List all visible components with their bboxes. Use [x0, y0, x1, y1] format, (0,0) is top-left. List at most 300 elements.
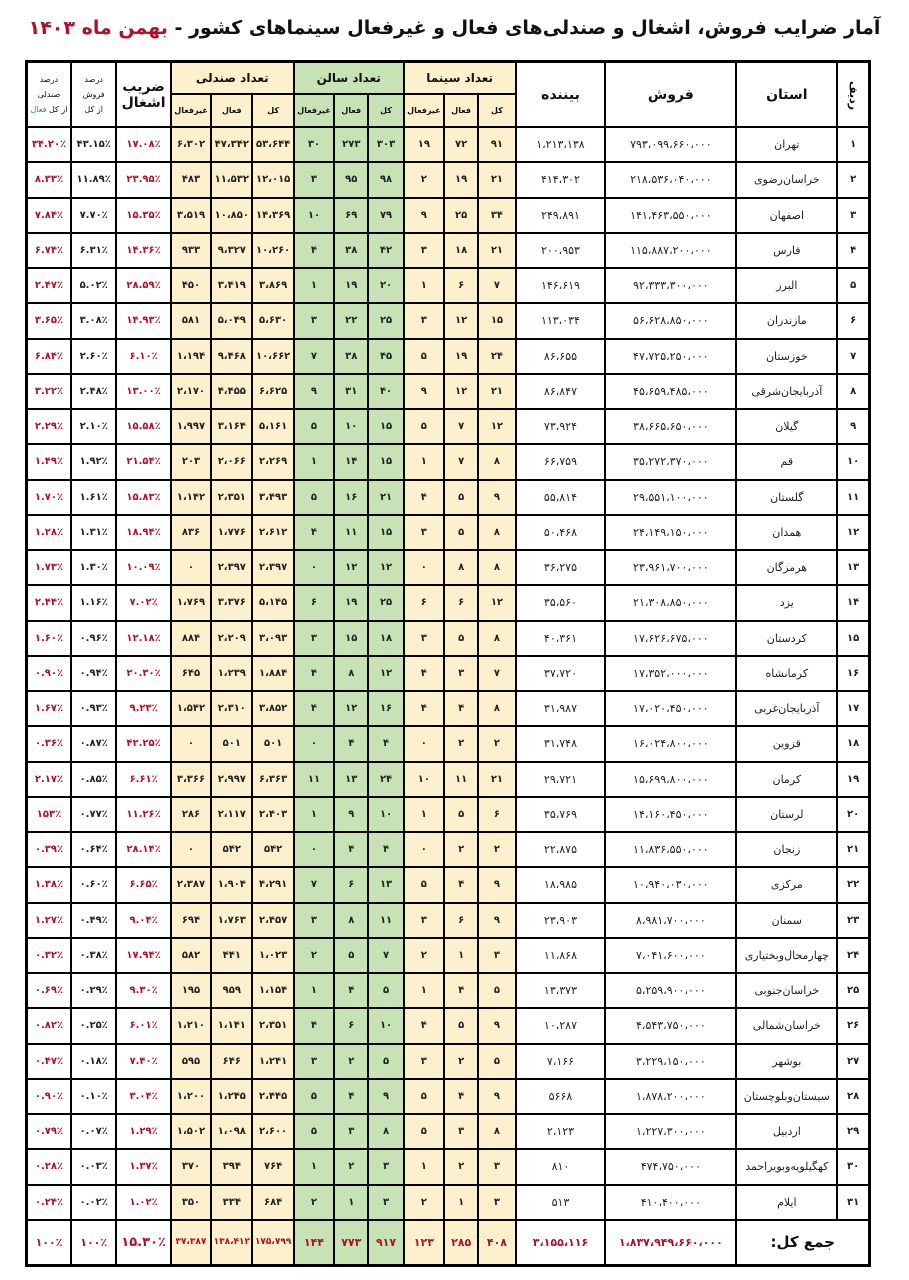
- cell-seats-active: ۱،۷۶۳: [211, 903, 252, 938]
- cell-halls-total: ۲۴: [368, 762, 403, 797]
- cell-viewers: ۱۱۳،۰۳۴: [516, 303, 606, 338]
- cell-province: فارس: [736, 233, 837, 268]
- cell-seats-active: ۳،۳۷۶: [211, 585, 252, 620]
- table-row: [27, 938, 870, 973]
- cell-cinemas-total: ۵: [478, 973, 515, 1008]
- cell-halls-active: ۵: [334, 938, 368, 973]
- cell-viewers: ۱۸،۹۸۵: [516, 867, 606, 902]
- cell-halls-active: ۱۱: [334, 515, 368, 550]
- table-row: [27, 903, 870, 938]
- cell-viewers: ۲۳،۹۰۳: [516, 903, 606, 938]
- cell-cinemas-total: ۸: [478, 691, 515, 726]
- cell-cinemas-inactive: ۵: [404, 409, 444, 444]
- header-occupancy-line1: ضریب: [122, 78, 165, 95]
- table-row: [27, 550, 870, 585]
- cell-halls-total: ۱۳: [368, 867, 403, 902]
- cell-seat-pct: ۱.۲۸٪: [27, 515, 71, 550]
- cell-halls-inactive: ۳: [294, 1044, 334, 1079]
- header-rank-label: ردیف: [846, 80, 860, 110]
- cell-cinemas-inactive: ۵: [404, 1079, 444, 1114]
- header-occupancy-line2: اشغال: [121, 94, 166, 111]
- table-row: [27, 867, 870, 902]
- cell-sales: ۱،۸۷۸،۲۰۰،۰۰۰: [605, 1079, 736, 1114]
- cell-cinemas-active: ۴: [444, 1079, 478, 1114]
- cell-sales-pct: ۰.۰۷٪: [71, 1114, 116, 1149]
- cell-halls-inactive: ۶: [294, 585, 334, 620]
- cell-occupancy: ۱.۳۷٪: [116, 1149, 170, 1184]
- cell-halls-active: ۱۶: [334, 480, 368, 515]
- cell-viewers: ۵۵،۸۱۴: [516, 480, 606, 515]
- cell-seats-inactive: ۵۹۵: [171, 1044, 211, 1079]
- cell-province: زنجان: [736, 832, 837, 867]
- cell-seats-active: ۲،۰۶۶: [211, 444, 252, 479]
- cell-province: آذربایجان‌غربی: [736, 691, 837, 726]
- table-body: [27, 127, 870, 1220]
- cell-cinemas-active: ۴: [444, 691, 478, 726]
- cell-seat-pct: ۲.۱۷٪: [27, 762, 71, 797]
- cell-seats-total: ۱،۲۴۱: [252, 1044, 293, 1079]
- cell-cinemas-total: ۲۱: [478, 762, 515, 797]
- table-row: [27, 127, 870, 162]
- cell-seats-inactive: ۹۳۳: [171, 233, 211, 268]
- cell-rank: ۶: [837, 303, 869, 338]
- cell-viewers: ۵۱۳: [516, 1185, 606, 1220]
- cell-cinemas-total: ۳: [478, 1185, 515, 1220]
- cell-halls-inactive: ۱: [294, 1149, 334, 1184]
- cell-halls-total: ۱۵: [368, 444, 403, 479]
- cell-cinemas-total: ۸: [478, 550, 515, 585]
- cell-halls-active: ۱۹: [334, 585, 368, 620]
- cell-occupancy: ۱.۰۲٪: [116, 1185, 170, 1220]
- cell-occupancy: ۲۰.۳۰٪: [116, 656, 170, 691]
- cell-sales-pct: ۰.۱۸٪: [71, 1044, 116, 1079]
- header-cinemas: تعداد سینما: [404, 62, 516, 95]
- cell-halls-active: ۳۸: [334, 339, 368, 374]
- cell-sales-pct: ۶.۳۱٪: [71, 233, 116, 268]
- cell-halls-total: ۵: [368, 1044, 403, 1079]
- cell-sales-pct: ۲.۴۸٪: [71, 374, 116, 409]
- cell-viewers: ۲۰۰،۹۵۳: [516, 233, 606, 268]
- cell-rank: ۲۹: [837, 1114, 869, 1149]
- cell-cinemas-active: ۱۹: [444, 339, 478, 374]
- cell-seats-inactive: ۸۸۴: [171, 621, 211, 656]
- cell-halls-active: ۲: [334, 1149, 368, 1184]
- cell-seats-total: ۶،۶۲۵: [252, 374, 293, 409]
- cell-sales: ۲۱۸،۵۳۶،۰۴۰،۰۰۰: [605, 162, 736, 197]
- cell-seats-active: ۹،۳۲۷: [211, 233, 252, 268]
- cell-sales-pct: ۰.۸۷٪: [71, 726, 116, 761]
- cell-cinemas-total: ۱۲: [478, 409, 515, 444]
- cell-seats-total: ۵۳،۶۴۴: [252, 127, 293, 162]
- header-seat-pct-active: فعال: [30, 105, 47, 114]
- header-seat-pct: [27, 62, 71, 128]
- cell-seats-inactive: ۵۸۱: [171, 303, 211, 338]
- cell-cinemas-inactive: ۲: [404, 1185, 444, 1220]
- cell-seats-inactive: ۳۷۰: [171, 1149, 211, 1184]
- cell-rank: ۵: [837, 268, 869, 303]
- cell-halls-total: ۱۶: [368, 691, 403, 726]
- cell-sales-pct: ۲.۶۰٪: [71, 339, 116, 374]
- cell-halls-inactive: ۳: [294, 303, 334, 338]
- cell-seats-inactive: ۸۳۶: [171, 515, 211, 550]
- cell-cinemas-active: ۲: [444, 1149, 478, 1184]
- cell-halls-inactive: ۰: [294, 832, 334, 867]
- header-seat-pct-line2: صندلی: [37, 90, 61, 99]
- table-row: [27, 339, 870, 374]
- cell-halls-total: ۴۰: [368, 374, 403, 409]
- header-seats-inactive: غیرفعال: [171, 94, 211, 127]
- cinema-stats-table: [25, 60, 871, 1267]
- table-row: [27, 303, 870, 338]
- cell-cinemas-total: ۷: [478, 656, 515, 691]
- totals-cinemas-total: ۴۰۸: [478, 1220, 515, 1266]
- cell-cinemas-active: ۱۸: [444, 233, 478, 268]
- cell-halls-active: ۸: [334, 903, 368, 938]
- cell-cinemas-active: ۱: [444, 1185, 478, 1220]
- cell-sales: ۹۲،۳۳۳،۳۰۰،۰۰۰: [605, 268, 736, 303]
- cell-seats-active: ۱۰،۸۵۰: [211, 198, 252, 233]
- cell-seats-inactive: ۶،۳۰۲: [171, 127, 211, 162]
- cell-halls-total: ۲۵: [368, 585, 403, 620]
- cell-viewers: ۱۳،۳۷۳: [516, 973, 606, 1008]
- cell-halls-total: ۹: [368, 1079, 403, 1114]
- cell-halls-inactive: ۹: [294, 374, 334, 409]
- cell-seats-inactive: ۳،۳۶۶: [171, 762, 211, 797]
- totals-halls-active: ۷۷۳: [334, 1220, 368, 1266]
- cell-seat-pct: ۰.۷۹٪: [27, 1114, 71, 1149]
- totals-seat-pct: ۱۰۰٪: [27, 1220, 71, 1266]
- cell-province: گلستان: [736, 480, 837, 515]
- cell-seats-active: ۲،۳۵۱: [211, 480, 252, 515]
- cell-province: خراسان‌جنوبی: [736, 973, 837, 1008]
- cell-cinemas-total: ۹: [478, 867, 515, 902]
- cell-halls-active: ۳: [334, 1114, 368, 1149]
- cell-seat-pct: ۰.۸۲٪: [27, 1008, 71, 1043]
- cell-cinemas-total: ۳۴: [478, 198, 515, 233]
- cell-seat-pct: ۰.۹۰٪: [27, 656, 71, 691]
- cell-rank: ۱۱: [837, 480, 869, 515]
- header-cinemas-active: فعال: [444, 94, 478, 127]
- cell-cinemas-active: ۷: [444, 444, 478, 479]
- cell-seats-total: ۳،۴۹۳: [252, 480, 293, 515]
- cell-occupancy: ۲۸.۵۹٪: [116, 268, 170, 303]
- cell-halls-total: ۱۵: [368, 515, 403, 550]
- cell-sales-pct: ۰.۱۰٪: [71, 1079, 116, 1114]
- cell-halls-total: ۴۵: [368, 339, 403, 374]
- table-row: [27, 797, 870, 832]
- cell-sales-pct: ۰.۶۰٪: [71, 867, 116, 902]
- cell-halls-inactive: ۲: [294, 938, 334, 973]
- cell-halls-inactive: ۴: [294, 691, 334, 726]
- cell-sales-pct: ۲.۱۰٪: [71, 409, 116, 444]
- cell-viewers: ۲۹،۷۲۱: [516, 762, 606, 797]
- cell-cinemas-inactive: ۲: [404, 938, 444, 973]
- cell-cinemas-active: ۶: [444, 268, 478, 303]
- table-row: [27, 162, 870, 197]
- header-sales: فروش: [605, 62, 736, 128]
- cell-cinemas-inactive: ۲: [404, 162, 444, 197]
- cell-sales-pct: ۰.۲۹٪: [71, 973, 116, 1008]
- cell-province: خراسان‌رضوی: [736, 162, 837, 197]
- cell-sales: ۴۱۰،۴۰۰،۰۰۰: [605, 1185, 736, 1220]
- totals-seats-active: ۱۳۸،۴۱۲: [211, 1220, 252, 1266]
- cell-halls-inactive: ۰: [294, 726, 334, 761]
- cell-halls-total: ۳: [368, 1185, 403, 1220]
- cell-seats-inactive: ۲۸۶: [171, 797, 211, 832]
- header-sales-pct-line3: از کل: [84, 105, 103, 114]
- totals-label: جمع کل:: [736, 1220, 869, 1266]
- cell-cinemas-active: ۵: [444, 480, 478, 515]
- cell-cinemas-active: ۱: [444, 938, 478, 973]
- cell-rank: ۱۷: [837, 691, 869, 726]
- table-row: [27, 409, 870, 444]
- cell-seat-pct: ۲.۴۴٪: [27, 585, 71, 620]
- cell-seats-total: ۲،۳۹۷: [252, 550, 293, 585]
- cell-viewers: ۸۱۰: [516, 1149, 606, 1184]
- cell-province: بوشهر: [736, 1044, 837, 1079]
- cell-seats-total: ۱۴،۳۶۹: [252, 198, 293, 233]
- cell-viewers: ۴۱۴،۳۰۲: [516, 162, 606, 197]
- totals-sales-pct: ۱۰۰٪: [71, 1220, 116, 1266]
- cell-cinemas-total: ۹: [478, 1079, 515, 1114]
- cell-halls-total: ۳۰۳: [368, 127, 403, 162]
- cell-seat-pct: ۱.۶۰٪: [27, 621, 71, 656]
- cell-viewers: ۲۲،۸۷۵: [516, 832, 606, 867]
- page-title: [0, 14, 909, 42]
- table-row: [27, 832, 870, 867]
- cell-cinemas-inactive: ۳: [404, 621, 444, 656]
- cell-seats-active: ۳،۱۶۴: [211, 409, 252, 444]
- totals-cinemas-active: ۲۸۵: [444, 1220, 478, 1266]
- cell-cinemas-inactive: ۳: [404, 903, 444, 938]
- cell-province: مازندران: [736, 303, 837, 338]
- cell-occupancy: ۱۵.۳۵٪: [116, 198, 170, 233]
- cell-seats-active: ۴۷،۳۴۲: [211, 127, 252, 162]
- cell-cinemas-inactive: ۵: [404, 339, 444, 374]
- cell-seats-active: ۹،۴۶۸: [211, 339, 252, 374]
- cell-halls-active: ۴: [334, 726, 368, 761]
- cell-rank: ۲۳: [837, 903, 869, 938]
- cell-seats-total: ۳،۰۹۳: [252, 621, 293, 656]
- cell-halls-inactive: ۱۰: [294, 198, 334, 233]
- cell-sales-pct: ۵.۰۲٪: [71, 268, 116, 303]
- cell-seats-active: ۲،۳۹۷: [211, 550, 252, 585]
- cell-cinemas-total: ۸: [478, 515, 515, 550]
- cell-rank: ۳۰: [837, 1149, 869, 1184]
- table-row: [27, 198, 870, 233]
- cell-cinemas-inactive: ۱: [404, 973, 444, 1008]
- cell-seats-inactive: ۶۴۵: [171, 656, 211, 691]
- cell-seats-active: ۵۴۲: [211, 832, 252, 867]
- table-row: [27, 726, 870, 761]
- cell-sales: ۳،۲۲۹،۱۵۰،۰۰۰: [605, 1044, 736, 1079]
- cell-halls-active: ۶۹: [334, 198, 368, 233]
- cell-province: البرز: [736, 268, 837, 303]
- cell-province: قم: [736, 444, 837, 479]
- cell-province: خوزستان: [736, 339, 837, 374]
- header-seats: تعداد صندلی: [171, 62, 294, 95]
- table-row: [27, 585, 870, 620]
- cell-cinemas-inactive: ۳: [404, 1044, 444, 1079]
- cell-cinemas-active: ۲: [444, 1044, 478, 1079]
- cell-seats-inactive: ۱،۲۰۰: [171, 1079, 211, 1114]
- cell-occupancy: ۲۸.۱۴٪: [116, 832, 170, 867]
- cell-rank: ۲: [837, 162, 869, 197]
- cell-seat-pct: ۱.۳۸٪: [27, 867, 71, 902]
- cell-seats-total: ۱،۱۵۴: [252, 973, 293, 1008]
- cell-halls-total: ۴: [368, 726, 403, 761]
- cell-viewers: ۴۰،۳۶۱: [516, 621, 606, 656]
- cell-viewers: ۳۵،۵۶۰: [516, 585, 606, 620]
- cell-cinemas-active: ۲۵: [444, 198, 478, 233]
- cell-cinemas-active: ۵: [444, 1008, 478, 1043]
- cell-occupancy: ۱۷.۰۸٪: [116, 127, 170, 162]
- cell-cinemas-active: ۷۲: [444, 127, 478, 162]
- header-halls-active: فعال: [334, 94, 368, 127]
- cell-cinemas-active: ۷: [444, 409, 478, 444]
- cell-halls-active: ۱۳: [334, 762, 368, 797]
- cell-seats-active: ۳۳۴: [211, 1185, 252, 1220]
- cell-cinemas-total: ۵: [478, 1044, 515, 1079]
- cell-viewers: ۷۳،۹۲۴: [516, 409, 606, 444]
- cell-sales: ۳۸،۶۶۵،۶۵۰،۰۰۰: [605, 409, 736, 444]
- cell-seats-inactive: ۳،۵۱۹: [171, 198, 211, 233]
- cell-halls-active: ۴: [334, 832, 368, 867]
- cell-cinemas-active: ۲: [444, 726, 478, 761]
- cell-seats-total: ۴،۲۹۱: [252, 867, 293, 902]
- cell-cinemas-inactive: ۴: [404, 480, 444, 515]
- header-seat-pct-line1: درصد: [39, 75, 59, 84]
- cell-seats-active: ۶۴۶: [211, 1044, 252, 1079]
- cell-cinemas-total: ۷: [478, 268, 515, 303]
- table-row: [27, 621, 870, 656]
- cell-seats-inactive: ۶۹۴: [171, 903, 211, 938]
- cell-cinemas-inactive: ۱: [404, 797, 444, 832]
- cell-seats-active: ۲،۱۱۷: [211, 797, 252, 832]
- cell-sales-pct: ۰.۰۳٪: [71, 1149, 116, 1184]
- cell-halls-inactive: ۳: [294, 162, 334, 197]
- cell-rank: ۹: [837, 409, 869, 444]
- cell-province: همدان: [736, 515, 837, 550]
- cell-sales-pct: ۰.۸۵٪: [71, 762, 116, 797]
- cell-halls-total: ۱۱: [368, 903, 403, 938]
- cell-cinemas-inactive: ۴: [404, 656, 444, 691]
- cell-seats-inactive: ۲،۳۸۷: [171, 867, 211, 902]
- cell-halls-inactive: ۳: [294, 903, 334, 938]
- totals-halls-total: ۹۱۷: [368, 1220, 403, 1266]
- cell-cinemas-total: ۸: [478, 444, 515, 479]
- cell-seats-active: ۳۹۴: [211, 1149, 252, 1184]
- cell-seats-active: ۱،۰۹۸: [211, 1114, 252, 1149]
- cell-occupancy: ۴۲.۲۵٪: [116, 726, 170, 761]
- cell-cinemas-inactive: ۰: [404, 832, 444, 867]
- cell-seat-pct: ۶.۸۴٪: [27, 339, 71, 374]
- cell-halls-total: ۳: [368, 1149, 403, 1184]
- cell-halls-active: ۸: [334, 656, 368, 691]
- cell-sales-pct: ۷.۷۰٪: [71, 198, 116, 233]
- cell-sales-pct: ۰.۳۸٪: [71, 938, 116, 973]
- cell-seats-active: ۳،۴۱۹: [211, 268, 252, 303]
- cell-cinemas-total: ۸: [478, 621, 515, 656]
- cell-rank: ۱۶: [837, 656, 869, 691]
- cell-sales: ۱۱۵،۸۸۷،۲۰۰،۰۰۰: [605, 233, 736, 268]
- cell-rank: ۱۹: [837, 762, 869, 797]
- cell-occupancy: ۶.۱۰٪: [116, 339, 170, 374]
- cell-seats-total: ۲،۶۱۲: [252, 515, 293, 550]
- cell-seats-total: ۵،۶۳۰: [252, 303, 293, 338]
- cell-seats-total: ۲،۴۰۳: [252, 797, 293, 832]
- cell-cinemas-total: ۲۱: [478, 233, 515, 268]
- cell-seats-inactive: ۱،۷۶۹: [171, 585, 211, 620]
- cell-halls-inactive: ۱: [294, 797, 334, 832]
- cell-halls-inactive: ۵: [294, 1114, 334, 1149]
- cell-cinemas-inactive: ۱۰: [404, 762, 444, 797]
- table-row: [27, 1079, 870, 1114]
- cell-viewers: ۵۶۶۸: [516, 1079, 606, 1114]
- cell-sales: ۴۷۴،۷۵۰،۰۰۰: [605, 1149, 736, 1184]
- cell-halls-active: ۹: [334, 797, 368, 832]
- cell-viewers: ۷،۱۶۶: [516, 1044, 606, 1079]
- cell-cinemas-active: ۱۲: [444, 303, 478, 338]
- cell-seat-pct: ۲.۲۹٪: [27, 409, 71, 444]
- cell-seat-pct: ۱۵۳٪: [27, 797, 71, 832]
- cell-province: کرمان: [736, 762, 837, 797]
- cell-seats-active: ۴۴۱: [211, 938, 252, 973]
- cell-seats-inactive: ۳۵۰: [171, 1185, 211, 1220]
- cell-cinemas-active: ۳: [444, 656, 478, 691]
- cell-seats-active: ۱،۹۰۴: [211, 867, 252, 902]
- cell-seats-active: ۱،۷۷۶: [211, 515, 252, 550]
- cell-cinemas-active: ۴: [444, 867, 478, 902]
- cell-rank: ۸: [837, 374, 869, 409]
- cell-halls-total: ۷: [368, 938, 403, 973]
- cell-halls-inactive: ۴: [294, 656, 334, 691]
- cell-seats-total: ۱،۸۸۴: [252, 656, 293, 691]
- cell-seat-pct: ۰.۴۷٪: [27, 1044, 71, 1079]
- cell-halls-inactive: ۷: [294, 339, 334, 374]
- cell-halls-active: ۱۰: [334, 409, 368, 444]
- cell-cinemas-total: ۸: [478, 1114, 515, 1149]
- cell-halls-inactive: ۴: [294, 233, 334, 268]
- cell-seats-inactive: ۲۰۳: [171, 444, 211, 479]
- cell-sales: ۱۷،۳۵۲،۰۰۰،۰۰۰: [605, 656, 736, 691]
- cell-halls-inactive: ۴: [294, 1008, 334, 1043]
- cell-province: تهران: [736, 127, 837, 162]
- cell-seats-active: ۵،۰۴۹: [211, 303, 252, 338]
- cell-halls-total: ۲۵: [368, 303, 403, 338]
- cell-cinemas-active: ۶: [444, 903, 478, 938]
- cell-cinemas-inactive: ۱: [404, 1149, 444, 1184]
- cell-seats-inactive: ۱،۱۴۲: [171, 480, 211, 515]
- cell-sales: ۱،۲۲۷،۳۰۰،۰۰۰: [605, 1114, 736, 1149]
- cell-sales: ۴۵،۶۵۹،۴۸۵،۰۰۰: [605, 374, 736, 409]
- cell-seats-active: ۵۰۱: [211, 726, 252, 761]
- cell-cinemas-total: ۲۱: [478, 162, 515, 197]
- cell-cinemas-active: ۴: [444, 973, 478, 1008]
- cell-seats-inactive: ۱،۲۱۰: [171, 1008, 211, 1043]
- totals-occupancy: ۱۵.۳۰٪: [116, 1220, 170, 1266]
- table-row: [27, 374, 870, 409]
- cell-halls-total: ۱۵: [368, 409, 403, 444]
- cell-seats-active: ۱،۲۴۵: [211, 1079, 252, 1114]
- cell-sales-pct: ۳.۰۸٪: [71, 303, 116, 338]
- cell-halls-inactive: ۵: [294, 480, 334, 515]
- table-row: [27, 973, 870, 1008]
- cell-sales: ۵،۲۵۹،۹۰۰،۰۰۰: [605, 973, 736, 1008]
- cell-halls-active: ۴: [334, 1079, 368, 1114]
- cell-halls-total: ۲۰: [368, 268, 403, 303]
- cell-occupancy: ۱۷.۹۴٪: [116, 938, 170, 973]
